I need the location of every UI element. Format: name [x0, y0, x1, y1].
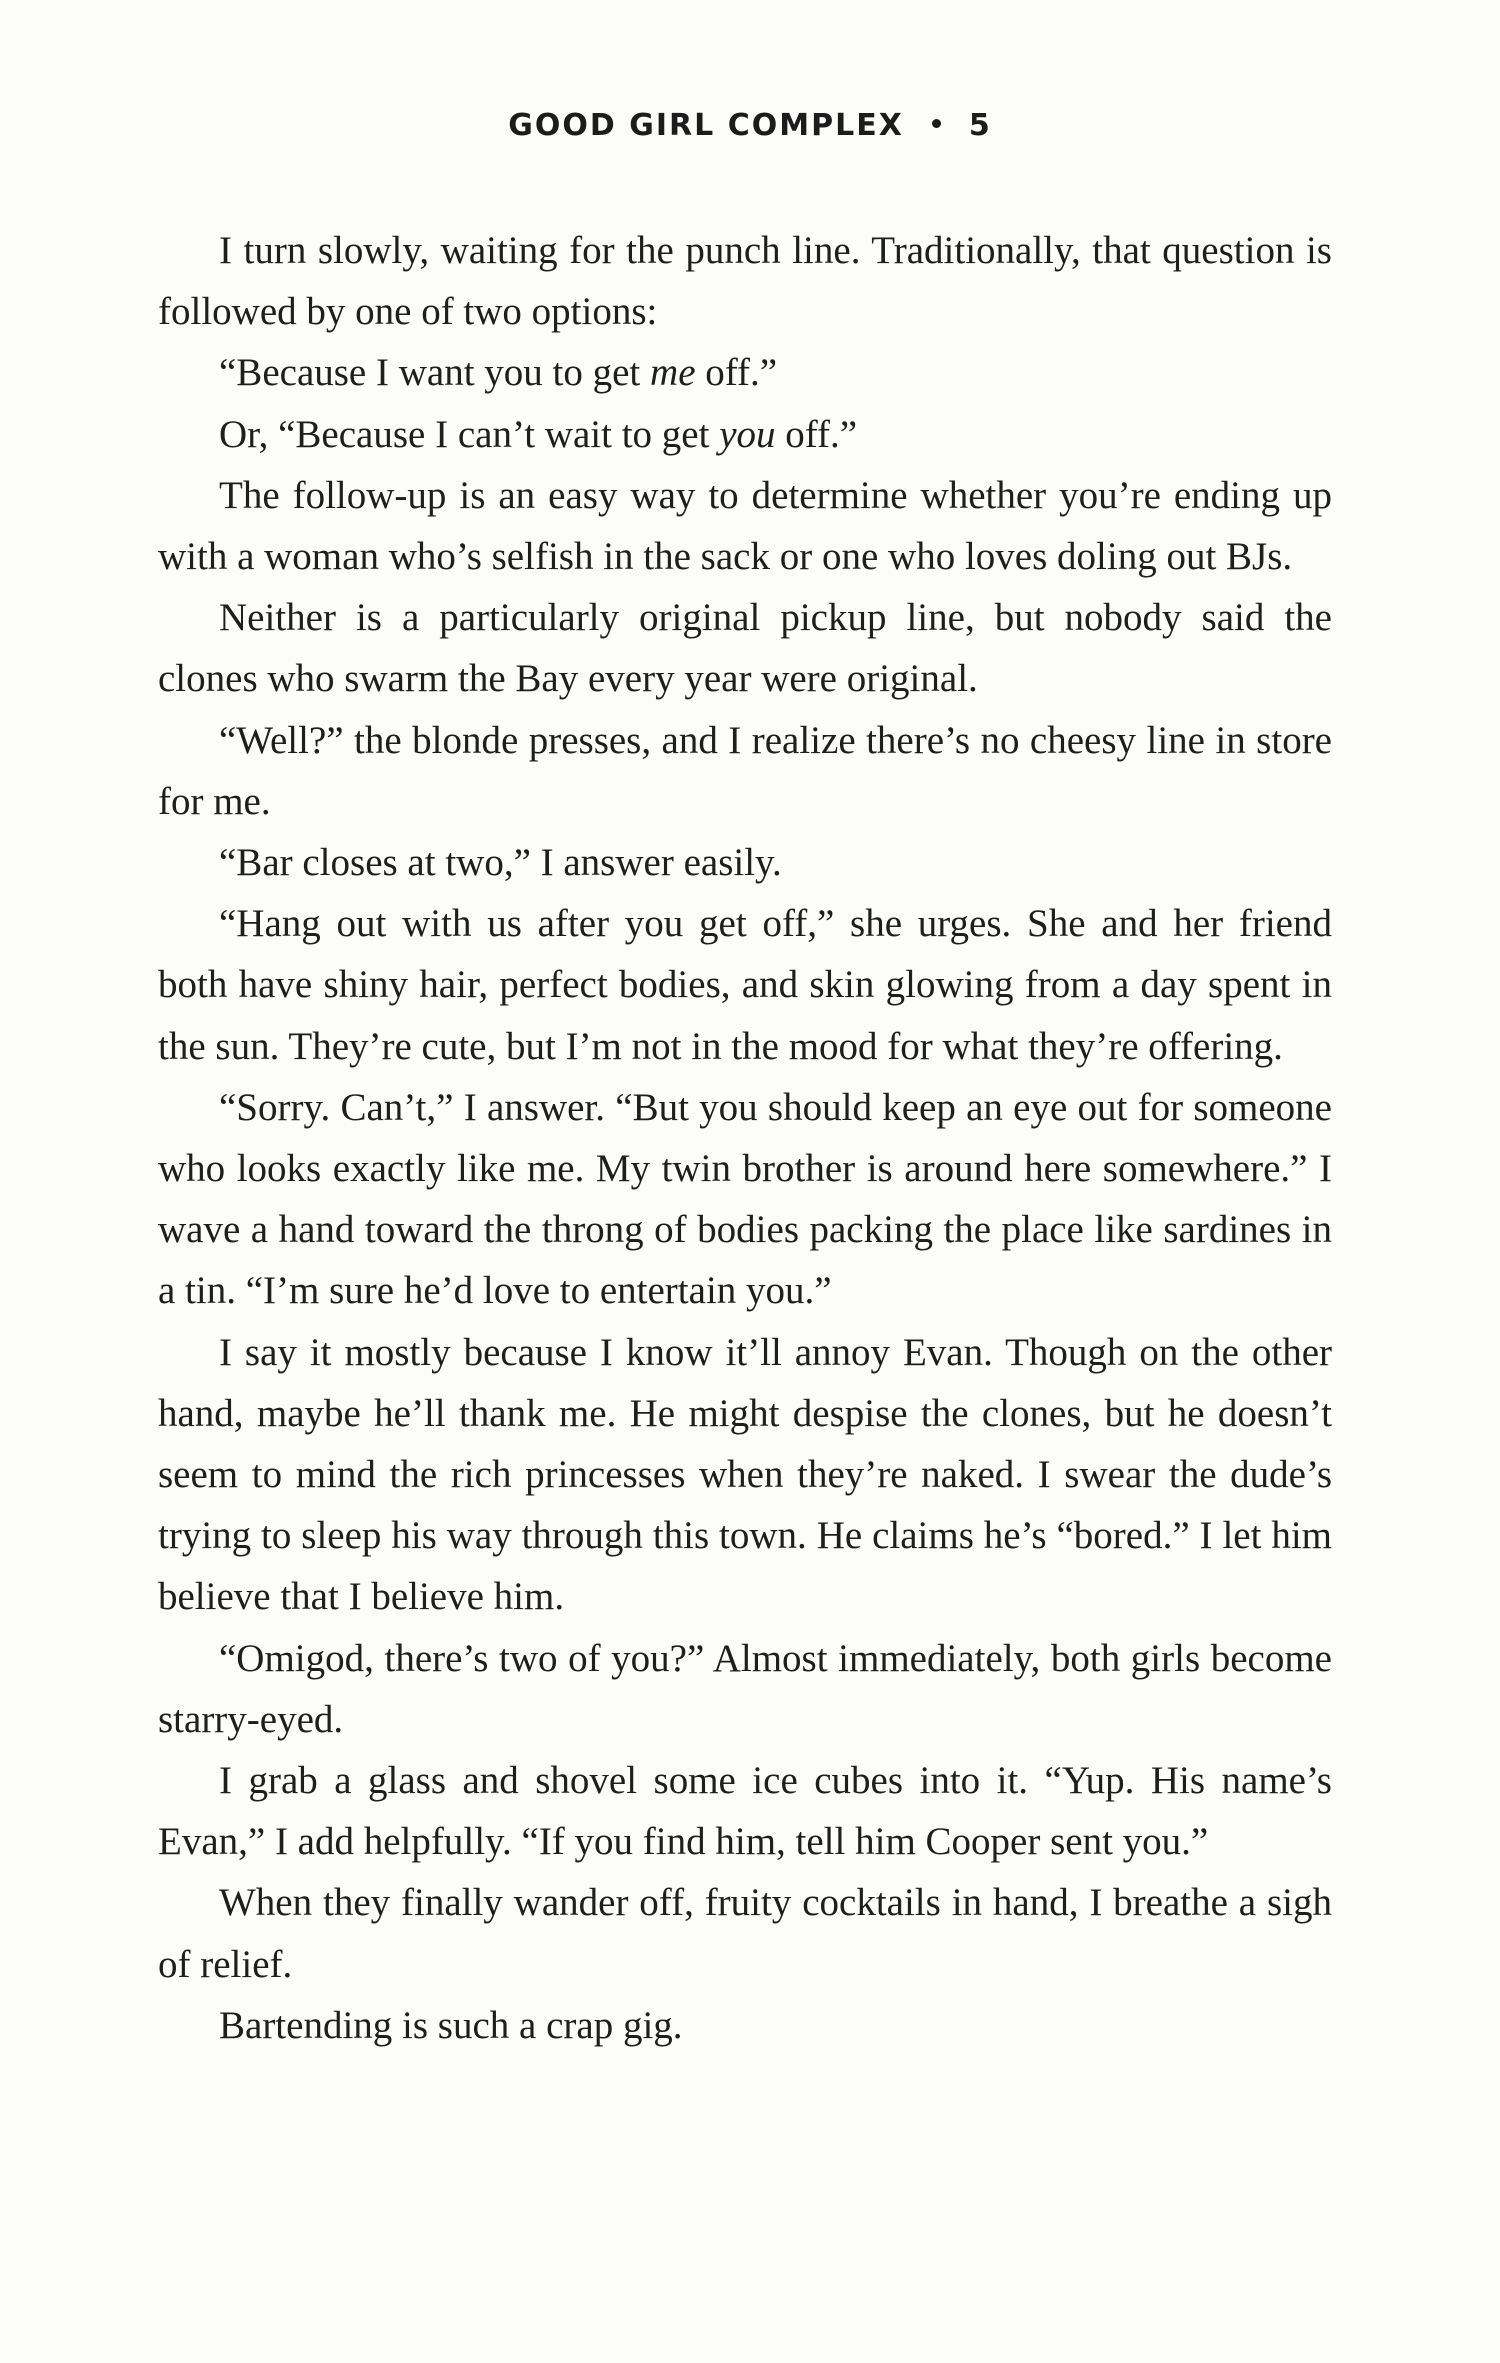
book-title: GOOD GIRL COMPLEX — [508, 108, 904, 143]
italic-text: me — [650, 351, 696, 395]
paragraph — [158, 1077, 1332, 1322]
text-segment: Or, “Because I can’t wait to get — [219, 412, 720, 456]
text-segment: The follow-up is an easy way to determine whether you’re ending up with a woman who’s selfish in the sack or one who loves doling out BJs. — [158, 473, 1332, 579]
text-segment: “Hang out with us after you get off,” she urges. She and her friend both have shiny hair, perfect bodies, and skin glowing from a day spent in the sun. They’re cute, but I’m not in the mood for what they’re offering. — [158, 902, 1332, 1068]
paragraph — [158, 220, 1332, 342]
text-segment: off.” — [695, 351, 778, 395]
italic-text: you — [719, 412, 776, 456]
paragraph — [158, 710, 1332, 832]
paragraph — [158, 465, 1332, 587]
bullet-separator-icon — [932, 119, 941, 128]
text-segment: I grab a glass and shovel some ice cubes into it. “Yup. His name’s Evan,” I add helpfully. “If you find him, tell him Cooper sent you.” — [158, 1759, 1332, 1864]
paragraph — [158, 404, 1332, 465]
page-number: 5 — [968, 108, 992, 143]
paragraph — [158, 1995, 1332, 2056]
text-segment: “Sorry. Can’t,” I answer. “But you should keep an eye out for someone who looks exactly like me. My twin brother is around here somewhere.” I wave a hand toward the throng of bodies packing the place like sardines in a tin. “I’m sure he’d love to entertain you.” — [158, 1085, 1332, 1313]
paragraph — [158, 342, 1332, 403]
text-segment: Bartending is such a crap gig. — [219, 2003, 683, 2047]
paragraph — [158, 587, 1332, 709]
body-text — [158, 220, 1332, 2056]
text-segment: “Omigod, there’s two of you?” Almost immediately, both girls become starry-eyed. — [158, 1636, 1332, 1741]
paragraph — [158, 1628, 1332, 1750]
text-segment: “Well?” the blonde presses, and I realize there’s no cheesy line in store for me. — [158, 718, 1332, 823]
paragraph — [158, 832, 1332, 893]
text-segment: “Bar closes at two,” I answer easily. — [219, 841, 782, 885]
text-segment: Neither is a particularly original pickup line, but nobody said the clones who swarm the Bay every year were original. — [158, 596, 1332, 701]
text-segment: “Because I want you to get — [219, 351, 651, 395]
paragraph — [158, 1322, 1332, 1628]
text-segment: I turn slowly, waiting for the punch line. Traditionally, that question is followed by one of two options: — [158, 229, 1332, 334]
paragraph — [158, 1872, 1332, 1994]
paragraph — [158, 1750, 1332, 1872]
text-segment: off.” — [775, 412, 858, 456]
text-segment: When they finally wander off, fruity cocktails in hand, I breathe a sigh of relief. — [158, 1881, 1332, 1986]
text-segment: I say it mostly because I know it’ll annoy Evan. Though on the other hand, maybe he’ll thank me. He might despise the clones, but he doesn’t seem to mind the rich princesses when they’re naked. I swear the dude’s trying to sleep his way through this town. He claims he’s “bored.” I let him believe that I believe him. — [158, 1330, 1332, 1619]
paragraph — [158, 893, 1332, 1077]
running-header — [0, 108, 1500, 143]
